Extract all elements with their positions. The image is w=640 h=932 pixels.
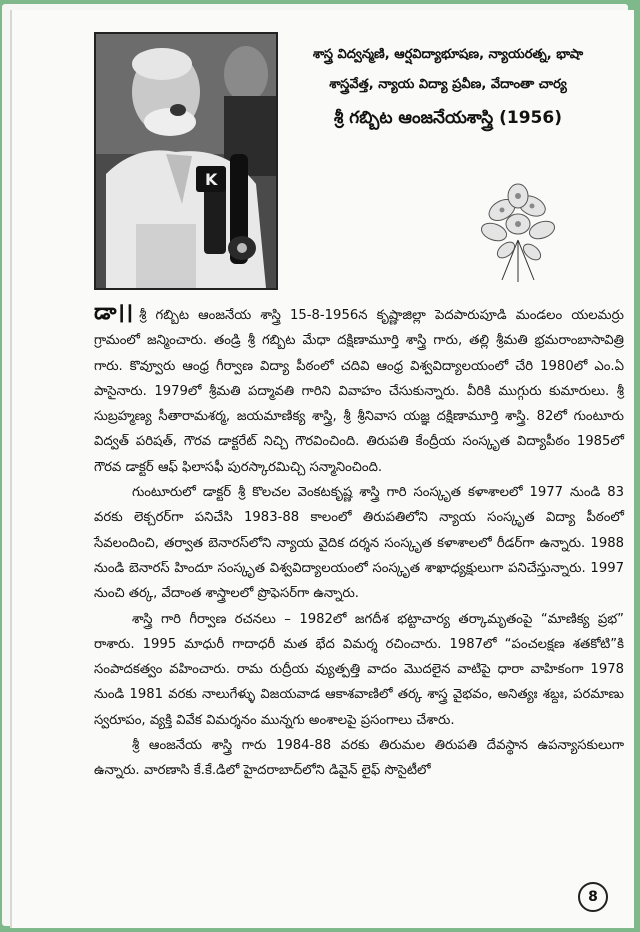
paragraph-lectures: శ్రీ ఆంజనేయ శాస్త్రి గారు 1984-88 వరకు తిరుమల తిరుపతి దేవస్థాన ఉపన్యాసకులుగా ఉన్నారు. వారణాసి కే.కే.డిలో హైదరాబాద్‌లోని డివైన్ లైఫ్ సొసైటీలో: [94, 738, 624, 779]
person-name-heading: శ్రీ గబ్బిట ఆంజనేయశాస్త్రి (1956): [334, 108, 562, 128]
page-number-badge: 8: [578, 882, 608, 912]
biography-text: [94, 300, 624, 784]
paragraph-intro: [94, 300, 624, 480]
portrait-photo: [94, 32, 278, 290]
honorific-titles-line-2: శాస్త్రవేత్త, న్యాయ విద్యా ప్రవీణ, వేదాంతా చార్య: [329, 77, 567, 92]
microphone-label: K: [205, 170, 218, 189]
title-block: [278, 40, 618, 136]
paragraph-1-text: శ్రీ గబ్బిట ఆంజనేయ శాస్త్రి 15-8-1956న కృష్ణాజిల్లా పెదపారుపూడి మండలం యలమర్రు గ్రామంలో జన్మించారు. తండ్రి శ్రీ గబ్బిట మేధా దక్షిణామూర్తి శాస్త్రి గారు, తల్లి శ్రీమతి భ్రమరాంబాసావిత్రి గారు. కొవ్వూరు ఆంధ్ర గీర్వాణ విద్యా పీఠంలో చదివి ఆంధ్ర విశ్వవిద్యాలయంలో చేరి 1980లో ఎం.ఏ పాసైనారు. 1979లో శ్రీమతి పద్మావతి గారిని వివాహం చేసుకున్నారు. వీరికి ముగ్గురు కుమారులు. శ్రీ సుబ్రహ్మణ్య సీతారామశర్మ, జయమాణిక్య శాస్త్రి, శ్రీ శ్రీనివాస యజ్ఞ దక్షిణామూర్తి శాస్త్రి. 82లో గుంటూరు విద్వత్ పరిషత్, గౌరవ డాక్టరేట్ నిచ్చి గౌరవించింది. తిరుపతి కేంద్రీయ సంస్కృత విద్యాపీఠం 1985లో గౌరవ డాక్టర్ ఆఫ్ ఫిలాసఫీ పురస్కారమిచ్చి సన్మానించింది.: [94, 308, 624, 475]
paragraph-writings: శాస్త్రి గారి గీర్వాణ రచనలు – 1982లో జగదీశ భట్టాచార్య తర్కామృతంపై “మాణిక్య ప్రభ” రాశారు. 1995 మాధురీ గాదాధరీ మత భేద విమర్శ రచించారు. 1987లో “పంచలక్షణ శతకోటి”కి సంపాదకత్వం వహించారు. రామ రుద్రీయ వ్యుత్పత్తి వాదం మొదలైన వాటిపై ధారా వాహికంగా 1978 నుండి 1981 వరకు నాలుగేళ్ళు విజయవాడ ఆకాశవాణిలో తర్క శాస్త్ర వైభవం, అనిత్యః శబ్దః, పరమాణు స్వరూపం, వ్యక్తి వివేక విమర్శనం మున్నగు అంశాలపై ప్రసంగాలు చేశారు.: [94, 611, 624, 728]
dropcap-title: డా।।: [94, 300, 134, 325]
flower-bouquet-illustration: [472, 180, 564, 284]
honorific-titles-line-1: శాస్త్ర విద్వన్మణి, ఆర్షవిద్యాభూషణ, న్యాయరత్న, భాషా: [312, 47, 584, 62]
paragraph-career: గుంటూరులో డాక్టర్ శ్రీ కొలచల వెంకటకృష్ణ శాస్త్రి గారి సంస్కృత కళాశాలలో 1977 నుండి 83 వరకు లెక్చరర్‌గా పనిచేసి 1983-88 కాలంలో తిరుపతిలోని న్యాయ సంస్కృత విద్యా పీఠంలో సేవలందించి, తర్వాత బెనారస్‌లోని న్యాయ వైదిక దర్శన సంస్కృత కళాశాలలో రీడర్‌గా ఉన్నారు. 1988 నుండి బెనారస్ హిందూ సంస్కృత విశ్వవిద్యాలయంలో సంస్కృత శాఖాధ్యక్షులుగా పనిచేస్తున్నారు. 1997 నుంచి తర్క, వేదాంత శాస్త్రాలలో ప్రొఫెసర్‌గా ఉన్నారు.: [94, 485, 624, 602]
document-page: [10, 10, 634, 928]
